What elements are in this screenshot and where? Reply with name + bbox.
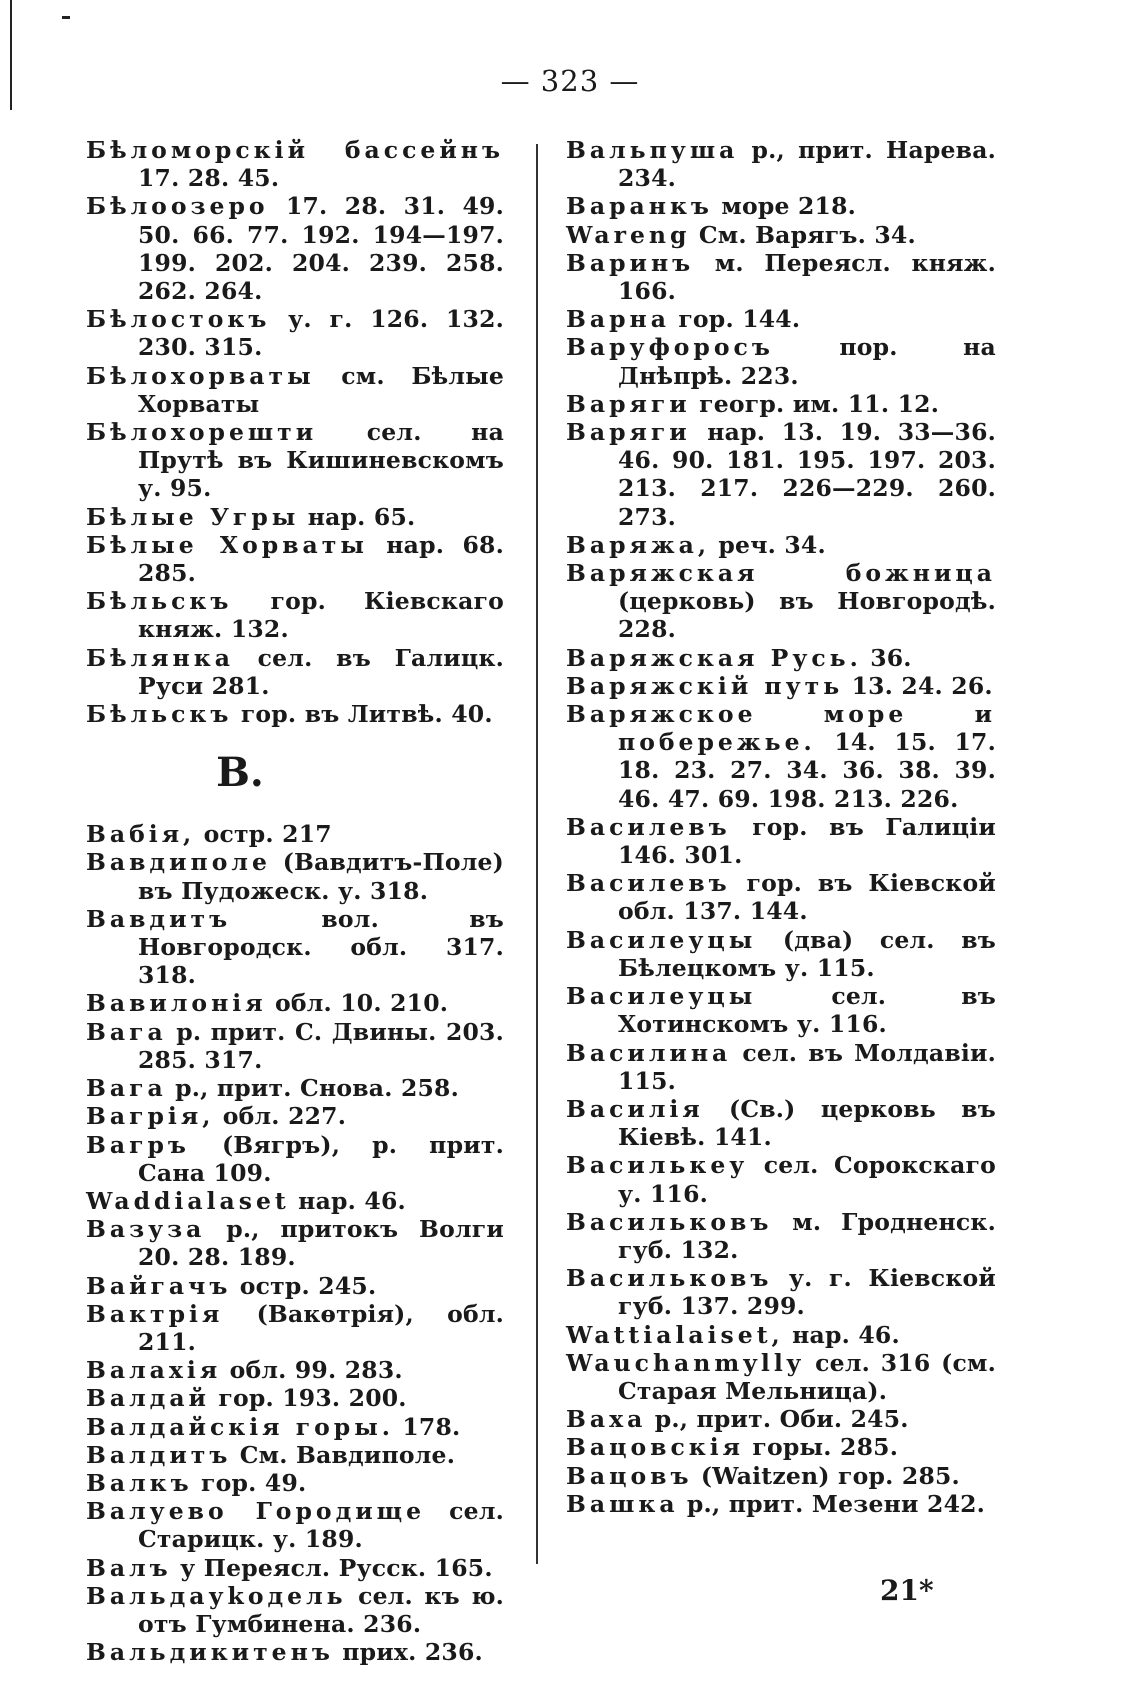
entry-text: вол. въ Новгородск. обл. 317. 318. <box>138 904 504 990</box>
entry-text: нар. 68. 285. <box>138 530 504 588</box>
entry-headword: Василькеу <box>566 1151 749 1180</box>
entry-text: гор. Кіевскаго княж. 132. <box>138 587 504 644</box>
entry-headword: Вавилонія <box>86 989 267 1018</box>
entry-text: р., прит. Мезени 242. <box>678 1489 986 1518</box>
index-entry <box>86 1554 504 1582</box>
index-entry <box>86 1018 504 1074</box>
index-entry <box>86 418 504 503</box>
entry-text: сел. въ Галицк. Руси 281. <box>138 643 504 700</box>
entry-text: См. Вавдиполе. <box>231 1440 456 1469</box>
entry-text: у. г. Кіевской губ. 137. 299. <box>618 1264 996 1321</box>
entry-text: сел. къ ю. отъ Гумбиненa. 236. <box>138 1581 504 1638</box>
index-entry <box>566 926 996 982</box>
index-entry <box>86 1215 504 1271</box>
entry-text: обл. 227. <box>214 1102 347 1131</box>
entry-text: сел. на Прутѣ въ Кишиневскомъ у. 95. <box>138 418 504 503</box>
entry-text: гор. 144. <box>669 305 801 334</box>
entry-headword: Василевъ <box>566 869 731 898</box>
entry-headword: Вага <box>86 1017 167 1046</box>
entry-headword: Варяжская Русь. <box>566 643 862 672</box>
index-entry <box>566 333 996 389</box>
entry-text: сел. Сорокскаго у. 116. <box>618 1151 996 1208</box>
index-entry <box>566 559 996 644</box>
entry-headword: Вавдитъ <box>86 904 232 933</box>
entry-headword: Вацовскія <box>566 1433 745 1462</box>
entry-headword: Варанкъ <box>566 192 713 221</box>
index-entry <box>86 1413 504 1441</box>
entry-text: остр. 217 <box>195 820 332 849</box>
entry-headword: Вага <box>86 1074 167 1103</box>
entry-text: 36. <box>861 643 912 672</box>
index-entry <box>566 531 996 559</box>
entry-text: остр. 245. <box>231 1271 377 1300</box>
index-entry <box>86 1582 504 1638</box>
entry-text: р., прит. Снова. 258. <box>166 1074 459 1103</box>
entry-headword: Бѣлянка <box>86 643 234 672</box>
page-number: — 323 — <box>500 64 640 98</box>
index-entry <box>86 1638 504 1666</box>
entry-headword: Вайгачъ <box>86 1271 232 1300</box>
index-entry <box>566 813 996 869</box>
index-entry <box>86 1272 504 1300</box>
index-entry <box>566 1405 996 1433</box>
column-divider <box>536 144 538 1564</box>
entry-text: 14. 15. 17. 18. 23. 27. 34. 36. 38. 39. 46. 47. 69. 198. 213. 226. <box>618 728 996 813</box>
entry-headword: Варяжскій путь <box>566 671 844 700</box>
entry-headword: Василевъ <box>566 812 731 841</box>
entry-text: 17. 28. 45. <box>138 164 280 193</box>
index-entry <box>566 305 996 333</box>
index-entry <box>566 221 996 249</box>
entry-text: (Св.) церковь въ Кіевѣ. 141. <box>618 1094 996 1152</box>
entry-text: геогр. им. 11. 12. <box>690 389 940 418</box>
entry-text: гор. въ Кіевской обл. 137. 144. <box>618 869 996 926</box>
entry-headword: Вальпуша <box>566 136 739 164</box>
entry-headword: Васильковъ <box>566 1264 773 1293</box>
index-entry <box>566 192 996 220</box>
entry-text: реч. 34. <box>710 530 826 559</box>
entry-text: р., прит. Нарева. 234. <box>618 136 996 193</box>
entry-text: у Переясл. Русск. 165. <box>171 1553 493 1582</box>
entry-headword: Василина <box>566 1038 732 1067</box>
entry-headword: Бѣльскъ <box>86 700 233 729</box>
entry-headword: Бѣломорскій бассейнъ <box>86 136 504 164</box>
index-entry <box>566 1095 996 1151</box>
index-entry <box>566 1321 996 1349</box>
entry-headword: Валъ <box>86 1553 172 1582</box>
entry-text: См. Варягъ. 34. <box>690 220 916 249</box>
index-entry <box>86 1102 504 1130</box>
entry-text: сел. 316 (см. Старая Мельница). <box>618 1348 996 1405</box>
entry-text: (Waitzen) гор. 285. <box>692 1461 960 1490</box>
entry-headword: Waddialaset <box>86 1186 290 1215</box>
entry-headword: Вальдикитенъ <box>86 1638 334 1667</box>
entry-text: м. Переясл. княж. 166. <box>618 248 996 306</box>
left-entries-after <box>86 820 504 1666</box>
entry-headword: Василеуцы <box>566 925 757 954</box>
index-entry <box>566 1264 996 1320</box>
print-speck <box>62 16 70 19</box>
entry-text: 17. 28. 31. 49. 50. 66. 77. 192. 194—197. 199. 202. 204. 239. 258. 262. 264. <box>138 192 504 306</box>
index-entry <box>566 982 996 1038</box>
index-entry <box>566 136 996 192</box>
index-entry <box>86 1384 504 1412</box>
right-entries <box>566 136 996 1518</box>
left-entries-before <box>86 136 504 728</box>
entry-headword: Бѣлоозеро <box>86 192 269 221</box>
index-entry <box>86 136 504 192</box>
index-entry <box>86 362 504 418</box>
entry-text: р., притокъ Волги 20. 28. 189. <box>138 1215 504 1272</box>
entry-headword: Валахія <box>86 1356 222 1385</box>
index-entry <box>86 1497 504 1553</box>
entry-text: гор. въ Галиціи 146. 301. <box>618 812 996 870</box>
index-entry <box>86 503 504 531</box>
entry-headword: Вагрія, <box>86 1102 215 1131</box>
entry-headword: Бѣлые Хорваты <box>86 530 368 559</box>
entry-text: обл. 10. 210. <box>266 989 449 1018</box>
entry-text: гор. 49. <box>192 1468 307 1497</box>
index-entry <box>86 989 504 1017</box>
entry-headword: Валкъ <box>86 1468 193 1497</box>
index-entry <box>86 192 504 305</box>
entry-text: горы. 285. <box>744 1433 899 1462</box>
entry-headword: Варинъ <box>566 248 695 277</box>
index-entry <box>86 1300 504 1356</box>
entry-text: р., прит. Оби. 245. <box>646 1405 909 1434</box>
index-entry <box>86 1469 504 1497</box>
entry-text: нар. 46. <box>783 1320 900 1349</box>
index-entry <box>566 644 996 672</box>
index-entry <box>566 390 996 418</box>
entry-headword: Варяжское море и побережье. <box>566 700 996 757</box>
entry-headword: Валуево Городище <box>86 1497 426 1526</box>
index-entry <box>86 700 504 728</box>
entry-headword: Валдай <box>86 1384 210 1413</box>
entry-text: (церковь) въ Новгородѣ. 228. <box>618 587 996 644</box>
entry-headword: Бѣлостокъ <box>86 305 271 334</box>
section-letter: В. <box>216 749 264 797</box>
entry-headword: Варяжская божница <box>566 559 996 588</box>
index-entry <box>566 418 996 531</box>
index-entry <box>566 672 996 700</box>
signature-mark: 21* <box>880 1574 934 1607</box>
entry-headword: Варяжа, <box>566 530 711 559</box>
entry-headword: Вавдиполе <box>86 848 271 877</box>
entry-headword: Бѣлые Угры <box>86 502 300 531</box>
index-entry <box>86 1074 504 1102</box>
index-entry <box>86 820 504 848</box>
entry-headword: Вагръ <box>86 1130 190 1159</box>
entry-text: (Вакѳтрія), обл. 211. <box>138 1299 504 1356</box>
entry-text: см. Бѣлые Хорваты <box>138 361 504 418</box>
entry-text: море 218. <box>712 192 857 221</box>
entry-text: (Вягръ), р. прит. Сана 109. <box>138 1130 504 1187</box>
entry-headword: Варуфоросъ <box>566 333 774 362</box>
entry-headword: Вальдауkодель <box>86 1581 347 1610</box>
entry-text: (два) сел. въ Бѣлецкомъ у. 115. <box>618 925 996 982</box>
entry-headword: Варна <box>566 305 670 334</box>
entry-headword: Васильковъ <box>566 1207 773 1236</box>
entry-headword: Василія <box>566 1094 704 1123</box>
entry-text: нар. 46. <box>289 1186 406 1215</box>
index-entry <box>86 305 504 361</box>
entry-headword: Вактрія <box>86 1299 224 1328</box>
index-entry <box>86 1356 504 1384</box>
index-entry <box>86 1441 504 1469</box>
entry-text: м. Гродненск. губ. 132. <box>618 1207 996 1264</box>
index-entry <box>86 905 504 990</box>
entry-text: гор. 193. 200. <box>209 1384 407 1413</box>
entry-text: гор. въ Литвѣ. 40. <box>232 700 493 729</box>
entry-headword: Вазуза <box>86 1215 206 1244</box>
entry-headword: Варяги <box>566 389 691 418</box>
entry-text: сел. въ Хотинскомъ у. 116. <box>618 982 996 1039</box>
entry-headword: Wattialaiset, <box>566 1320 784 1349</box>
entry-headword: Wauchanmylly <box>566 1348 805 1377</box>
entry-headword: Wareng <box>566 220 691 249</box>
entry-text: нар. 13. 19. 33—36. 46. 90. 181. 195. 197. 203. 213. 217. 226—229. 260. 273. <box>618 418 996 531</box>
entry-headword: Валдайскія горы. <box>86 1412 394 1441</box>
index-entry <box>566 1490 996 1518</box>
index-entry <box>86 531 504 587</box>
entry-text: 13. 24. 26. <box>843 671 993 700</box>
entry-text: пор. на Днѣпрѣ. 223. <box>618 333 996 390</box>
entry-headword: Вацовъ <box>566 1461 693 1490</box>
index-entry <box>566 1462 996 1490</box>
index-entry <box>566 1349 996 1405</box>
entry-text: 178. <box>393 1412 461 1441</box>
index-entry <box>86 1131 504 1187</box>
entry-text: сел. Старицк. у. 189. <box>138 1497 504 1554</box>
index-entry <box>566 1433 996 1461</box>
right-column <box>566 136 996 1518</box>
index-entry <box>566 1151 996 1207</box>
entry-headword: Варяги <box>566 418 691 447</box>
entry-headword: Валдитъ <box>86 1440 232 1469</box>
entry-headword: Бѣлохорваты <box>86 361 315 390</box>
entry-headword: Ваха <box>566 1405 647 1434</box>
entry-text: (Вавдитъ-Поле) въ Пудожеск. у. 318. <box>138 848 504 905</box>
index-entry <box>86 1187 504 1215</box>
entry-headword: Вабія, <box>86 820 196 849</box>
entry-text: обл. 99. 283. <box>221 1356 403 1385</box>
left-column <box>86 136 504 1666</box>
entry-headword: Вашка <box>566 1489 679 1518</box>
entry-text: прих. 236. <box>333 1638 483 1667</box>
entry-headword: Бѣлохорешти <box>86 418 318 447</box>
index-entry <box>566 1039 996 1095</box>
entry-text: р. прит. С. Двины. 203. 285. 317. <box>138 1017 504 1074</box>
index-entry <box>566 869 996 925</box>
entry-text: у. г. 126. 132. 230. 315. <box>138 305 504 362</box>
index-entry <box>566 700 996 813</box>
index-entry <box>566 1208 996 1264</box>
entry-headword: Василеуцы <box>566 982 757 1011</box>
index-entry <box>86 644 504 700</box>
entry-text: сел. въ Молдавіи. 115. <box>618 1038 996 1095</box>
index-entry <box>566 249 996 305</box>
index-entry <box>86 587 504 643</box>
index-entry <box>86 848 504 904</box>
entry-text: нар. 65. <box>299 502 416 531</box>
entry-headword: Бѣльскъ <box>86 587 233 616</box>
